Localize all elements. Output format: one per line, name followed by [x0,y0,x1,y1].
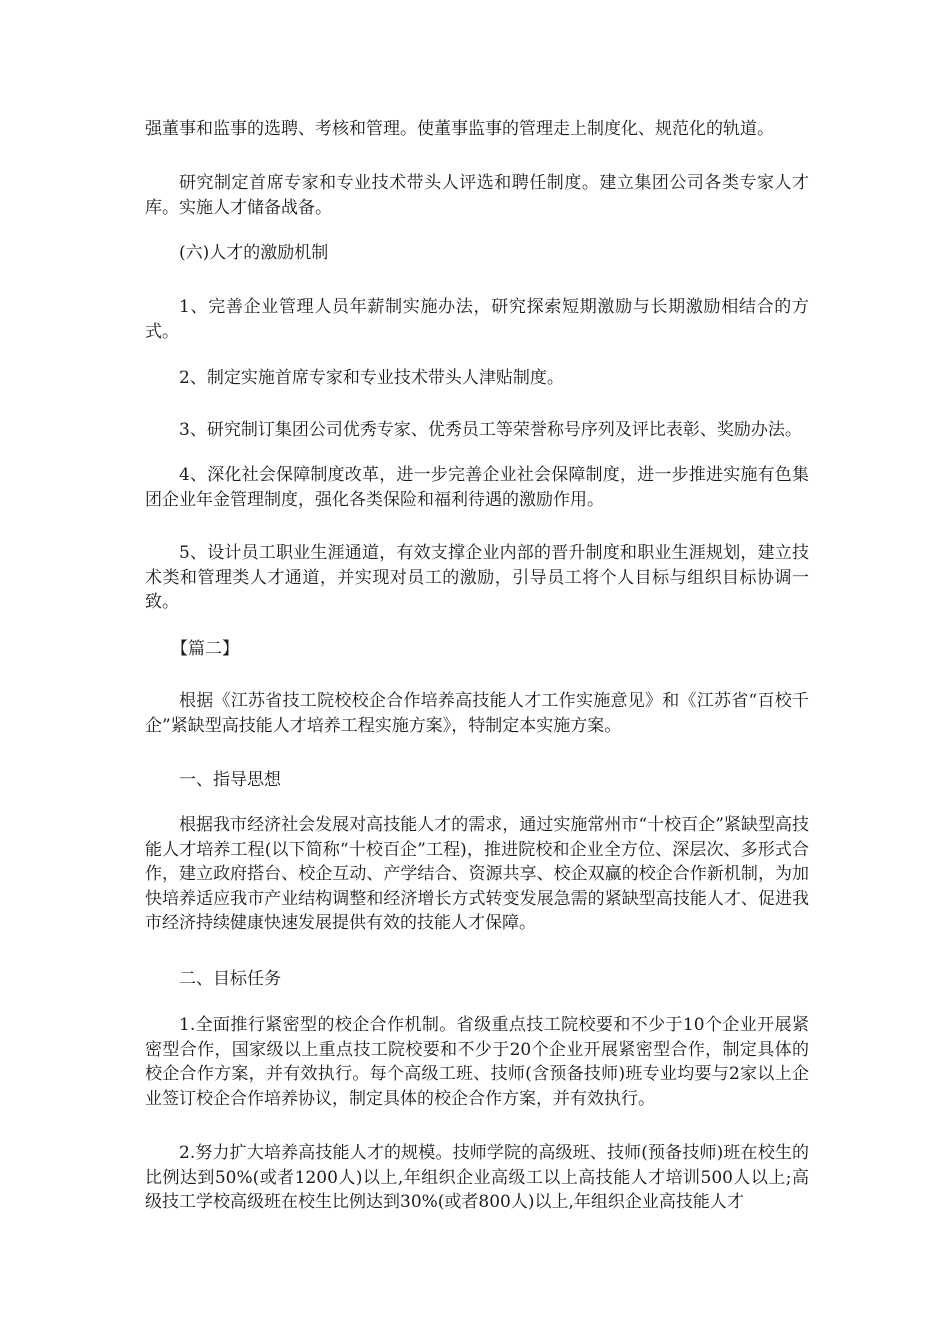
paragraph-guiding-ideology: 根据我市经济社会发展对高技能人才的需求，通过实施常州市“十校百企”紧缺型高技能人才培养工程(以下简称“十校百企”工程)，推进院校和企业全方位、深层次、多形式合作，建立政府搭台、校企互动、产学结合、资源共享、校企双赢的校企合作新机制，为加快培养适应我市产业结构调整和经济增长方式转变发展急需的紧缺型高技能人才、促进我市经济持续健康快速发展提供有效的技能人才保障。 [145,815,809,933]
paragraph-basis: 根据《江苏省技工院校校企合作培养高技能人才工作实施意见》和《江苏省“百校千企”紧缺型高技能人才培养工程实施方案》，特制定本实施方案。 [145,691,809,736]
list-item-5: 5、设计员工职业生涯通道，有效支撑企业内部的晋升制度和职业生涯规划，建立技术类和管理类人才通道，并实现对员工的激励，引导员工将个人目标与组织目标协调一致。 [145,543,809,612]
section-tag-part-two: 【篇二】 [171,639,239,659]
paragraph-continuation: 强董事和监事的选聘、考核和管理。使董事监事的管理走上制度化、规范化的轨道。 [145,119,774,139]
section-heading-incentive: (六)人才的激励机制 [179,243,329,263]
list-item-1: 1、完善企业管理人员年薪制实施办法，研究探索短期激励与长期激励相结合的方式。 [145,297,809,342]
paragraph-goal-1: 1.全面推行紧密型的校企合作机制。省级重点技工院校要和不少于10个企业开展紧密型合作，国家级以上重点技工院校要和不少于20个企业开展紧密型合作，制定具体的校企合作方案，并有效执行。每个高级工班、技师(含预备技师)班专业均要与2家以上企业签订校企合作培养协议，制定具体的校企合作方案，并有效执行。 [145,1015,809,1109]
paragraph-expert-system: 研究制定首席专家和专业技术带头人评选和聘任制度。建立集团公司各类专家人才库。实施人才储备战备。 [145,173,809,218]
list-item-4: 4、深化社会保障制度改革，进一步完善企业社会保障制度，进一步推进实施有色集团企业年金管理制度，强化各类保险和福利待遇的激励作用。 [145,465,809,510]
paragraph-goal-2: 2.努力扩大培养高技能人才的规模。技师学院的高级班、技师(预备技师)班在校生的比例达到50%(或者1200人)以上,年组织企业高级工以上高技能人才培训500人以上;高级技工学校高级班在校生比例达到30%(或者800人)以上,年组织企业高技能人才 [145,1143,809,1212]
list-item-2: 2、制定实施首席专家和专业技术带头人津贴制度。 [179,368,564,388]
section-heading-guiding-ideology: 一、指导思想 [179,770,281,790]
list-item-3: 3、研究制订集团公司优秀专家、优秀员工等荣誉称号序列及评比表彰、奖励办法。 [179,420,802,440]
section-heading-goals: 二、目标任务 [179,969,281,989]
